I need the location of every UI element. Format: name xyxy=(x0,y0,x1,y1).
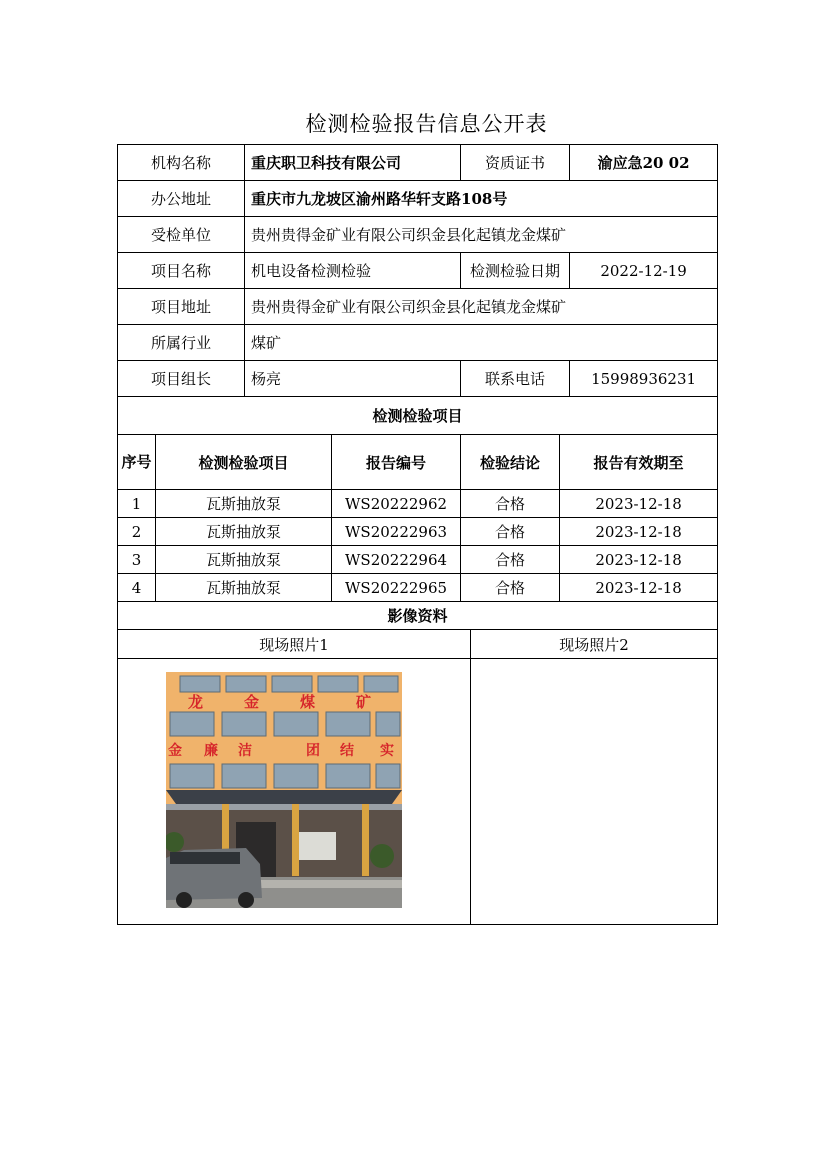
date-label: 检测检验日期 xyxy=(461,253,570,289)
row-seq: 3 xyxy=(118,546,156,574)
org-addr-value: 重庆市九龙坡区渝州路华轩支路108号 xyxy=(245,181,718,217)
org-name-row xyxy=(118,145,718,181)
project-addr-value: 贵州贵得金矿业有限公司织金县化起镇龙金煤矿 xyxy=(245,289,718,325)
row-seq: 1 xyxy=(118,490,156,518)
industry-row xyxy=(118,325,718,361)
photo-banner-char: 团 xyxy=(306,742,321,759)
leader-value: 杨亮 xyxy=(245,361,461,397)
row-conclusion: 合格 xyxy=(461,518,560,546)
col-header-conclusion: 检验结论 xyxy=(461,435,560,490)
client-label: 受检单位 xyxy=(118,217,245,253)
cert-label: 资质证书 xyxy=(461,145,570,181)
project-addr-row xyxy=(118,289,718,325)
items-section-title: 检测检验项目 xyxy=(118,397,718,435)
items-section-header xyxy=(118,397,718,435)
phone-value: 15998936231 xyxy=(570,361,718,397)
table-row xyxy=(118,546,718,574)
items-header-row xyxy=(118,435,718,490)
photo-banner-char: 廉 xyxy=(204,742,219,759)
col-header-valid-until: 报告有效期至 xyxy=(560,435,718,490)
photo-sign-char: 矿 xyxy=(356,692,372,711)
table-row xyxy=(118,490,718,518)
page-title: 检测检验报告信息公开表 xyxy=(305,112,548,136)
row-item: 瓦斯抽放泵 xyxy=(156,574,332,602)
site-photo-1 xyxy=(166,672,402,908)
photo-sign-char: 金 xyxy=(244,692,260,711)
industry-label: 所属行业 xyxy=(118,325,245,361)
row-valid-until: 2023-12-18 xyxy=(560,518,718,546)
row-item: 瓦斯抽放泵 xyxy=(156,518,332,546)
project-name-row xyxy=(118,253,718,289)
col-header-item: 检测检验项目 xyxy=(156,435,332,490)
row-seq: 4 xyxy=(118,574,156,602)
photo-banner-char: 洁 xyxy=(238,742,253,759)
org-addr-row xyxy=(118,181,718,217)
photo2-label: 现场照片2 xyxy=(471,630,718,659)
photo-banner-char: 结 xyxy=(340,742,355,759)
date-value: 2022-12-19 xyxy=(570,253,718,289)
row-report-no: WS20222964 xyxy=(332,546,461,574)
row-report-no: WS20222963 xyxy=(332,518,461,546)
org-name-label: 机构名称 xyxy=(118,145,245,181)
photo2-cell xyxy=(471,659,718,925)
photos-row xyxy=(118,659,718,925)
col-header-seq: 序号 xyxy=(118,435,156,490)
table-row xyxy=(118,574,718,602)
photo-banner-char: 金 xyxy=(168,742,183,759)
photo-sign-char: 龙 xyxy=(188,692,204,711)
leader-label: 项目组长 xyxy=(118,361,245,397)
row-conclusion: 合格 xyxy=(461,546,560,574)
row-item: 瓦斯抽放泵 xyxy=(156,546,332,574)
photo1-cell xyxy=(118,659,471,925)
photo-labels-row xyxy=(118,630,718,659)
row-conclusion: 合格 xyxy=(461,490,560,518)
project-addr-label: 项目地址 xyxy=(118,289,245,325)
photo-banner-char: 实 xyxy=(380,742,395,759)
project-name-label: 项目名称 xyxy=(118,253,245,289)
row-report-no: WS20222965 xyxy=(332,574,461,602)
phone-label: 联系电话 xyxy=(461,361,570,397)
row-report-no: WS20222962 xyxy=(332,490,461,518)
images-section-header xyxy=(118,602,718,630)
row-conclusion: 合格 xyxy=(461,574,560,602)
images-section-title: 影像资料 xyxy=(118,602,718,630)
report-table xyxy=(117,144,718,925)
photo1-label: 现场照片1 xyxy=(118,630,471,659)
industry-value: 煤矿 xyxy=(245,325,718,361)
client-value: 贵州贵得金矿业有限公司织金县化起镇龙金煤矿 xyxy=(245,217,718,253)
table-row xyxy=(118,518,718,546)
org-name-value: 重庆职卫科技有限公司 xyxy=(245,145,461,181)
row-valid-until: 2023-12-18 xyxy=(560,546,718,574)
col-header-report-no: 报告编号 xyxy=(332,435,461,490)
leader-row xyxy=(118,361,718,397)
project-name-value: 机电设备检测检验 xyxy=(245,253,461,289)
cert-value: 渝应急20 02 xyxy=(570,145,718,181)
org-addr-label: 办公地址 xyxy=(118,181,245,217)
photo-sign-char: 煤 xyxy=(300,692,316,711)
client-row xyxy=(118,217,718,253)
row-seq: 2 xyxy=(118,518,156,546)
row-valid-until: 2023-12-18 xyxy=(560,574,718,602)
row-item: 瓦斯抽放泵 xyxy=(156,490,332,518)
row-valid-until: 2023-12-18 xyxy=(560,490,718,518)
